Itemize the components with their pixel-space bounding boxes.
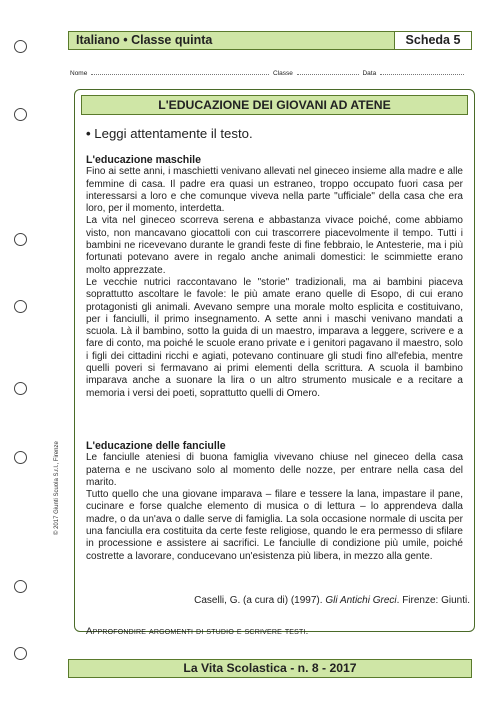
binder-hole [14, 108, 27, 121]
footer-bar: La Vita Scolastica - n. 8 - 2017 [68, 659, 472, 678]
activity-goal: Approfondire argomenti di studio e scrivere testi. [86, 626, 309, 637]
date-field[interactable] [380, 68, 464, 75]
paragraph: Le fanciulle ateniesi di buona famiglia vivevano chiuse nel gineceo della casa paterna e ne uscivano solo al momento delle nozze, per entrare nella casa del marito. [86, 452, 463, 488]
citation [194, 595, 470, 606]
paragraph: Fino ai sette anni, i maschietti venivano allevati nel gineceo insieme alla madre e alle femmine di casa. Il padre era quasi un estraneo, troppo occupato fuori casa per interessarsi a loro e che comunque viveva nella parte "ufficiale" della casa che era loro, per il momento, interdetta. [86, 166, 463, 215]
sheet-label: Scheda 5 [394, 32, 471, 49]
name-label: Nome [70, 70, 88, 77]
section-heading: L'educazione delle fanciulle [86, 440, 226, 452]
instruction-text: Leggi attentamente il testo. [94, 126, 253, 141]
class-field[interactable] [297, 68, 359, 75]
name-field[interactable] [91, 68, 269, 75]
binder-hole [14, 647, 27, 660]
subject-label: Italiano • Classe quinta [76, 33, 213, 47]
binder-hole [14, 580, 27, 593]
instruction [86, 126, 253, 141]
copyright-notice: © 2017 Giunti Scuola S.r.l., Firenze [54, 441, 60, 535]
header-bar [68, 31, 472, 50]
class-label: Classe [272, 70, 293, 77]
binder-hole [14, 382, 27, 395]
binder-hole [14, 451, 27, 464]
bullet-icon: • [86, 126, 91, 141]
section-heading: L'educazione maschile [86, 154, 201, 166]
binder-hole [14, 300, 27, 313]
paragraph: Tutto quello che una giovane imparava – filare e tessere la lana, impastare il pane, cucinare e forse qualche elemento di musica o di lettura – lo apprendeva dalla madre, o da un'ava o dalle serve di famiglia. La sola occasione normale di uscita per una fanciulla era costituita da certe feste religiose, quando le era permesso di sfilare in processione e assistere ai sacrifici. Le fanciulle di condizione più umile, poiché costrette a lavorare, conducevano un'esistenza più libera, in mezzo alla gente. [86, 489, 463, 562]
date-label: Data [362, 70, 377, 77]
citation-publisher: . Firenze: Giunti. [396, 595, 470, 606]
student-info-row [70, 68, 472, 77]
page-title: L'EDUCAZIONE DEI GIOVANI AD ATENE [81, 95, 468, 115]
binder-hole [14, 40, 27, 53]
section-girls [86, 440, 463, 563]
paragraph: Le vecchie nutrici raccontavano le "storie" tradizionali, ma ai bambini piaceva soprattutto ascoltare le favole: le più amate erano quelle di Esopo, di cui erano protagonisti gli animali. Avevano sempre una morale molto esplicita e costituivano, per i fanciulli, il primo insegnamento. A sette anni i maschi venivano mandati a scuola. Là il bambino, sotto la guida di un maestro, imparava a leggere, scrivere e a fare di conto, ma poiché le scuole erano private e i genitori pagavano il maestro, solo i figli dei cittadini ricchi e agiati, potevano continuare gli studi fino all'efebia, mentre quelli poveri si fermavano ai primi elementi della scrittura. A scuola il bambino imparava anche a suonare la lira o un altro strumento musicale e a recitare a memoria i versi dei poeti, soprattutto quelli di Omero. [86, 276, 463, 399]
citation-title: Gli Antichi Greci [325, 595, 397, 606]
paragraph: La vita nel gineceo scorreva serena e abbastanza vivace poiché, come abbiamo visto, non mancavano giocattoli con cui trascorrere piacevolmente il tempo. Tutti i bambini ne ricevevano durante le grandi feste di fine febbraio, le Antesterie, ma i più fortunati potevano avere in regalo anche animali domestici: le scimmiette erano molto apprezzate. [86, 215, 463, 276]
section-boys [86, 154, 463, 400]
citation-author: Caselli, G. (a cura di) (1997). [194, 595, 323, 606]
binder-hole [14, 233, 27, 246]
